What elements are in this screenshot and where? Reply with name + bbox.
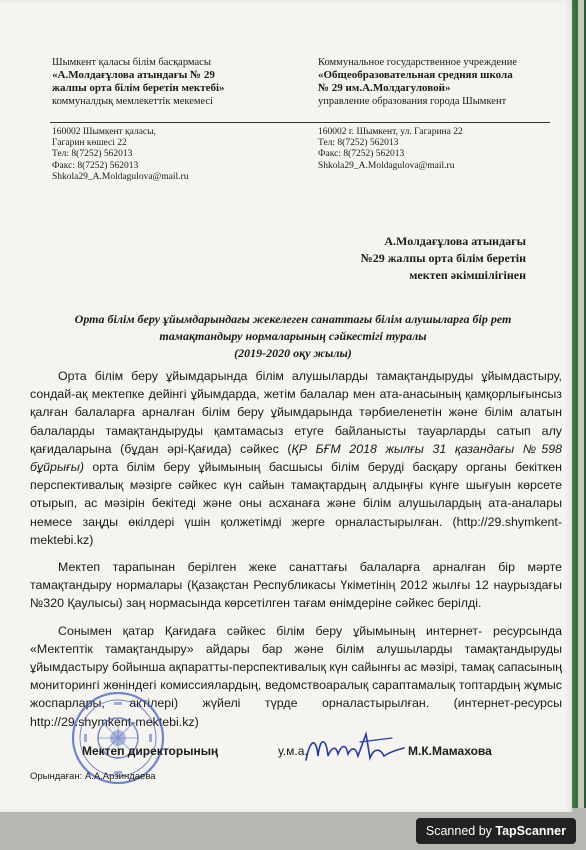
paragraph-2: Мектеп тарапынан берілген жеке санаттағы балаларға арналған бір мәрте тамақтандыру нормалары (Қазақстан Республикасы Үкіметінің 2012 жылғы 12 наурыздағы №320 Қаулысы) заң нормасында көрсетілген тағам өнімдеріне сәйкес берілді.: [30, 560, 562, 611]
signatory-title: Мектеп директорының: [82, 744, 219, 758]
header-right-line2: «Общеобразовательная средняя школа: [318, 69, 513, 81]
paragraph-3: Сонымен қатар Қағидаға сәйкес білім беру ұйымының интернет- ресурсында «Мектептік тамақтандыру» айдары бар және білім алушыларды тамақтандыруды ұйымдастыру бойынша ақпаратты-перспективалық күн сайынғы ас мәзірі, тамақ сапасының мониторингі жөніндегі комиссиялардың, ведомствоаралық сараптамалық топтардың жұмыс жоспарлары, актілері) жүйелі түрде орналастырылған. (интернет-ресурсы http://29.shymkent-mektebi.kz): [30, 623, 562, 729]
paragraph-1-part-b: орта білім беру ұйымының басшысы білім беруді басқару органы бекіткен перспективалық мәзірге сәйкес күн сайын тамақтардың алдыңғы күнге шығуын көрсете отырып, ас мәзірін бекітеді және оны асханаға және білім алушылардың ата-аналары немесе заңды өкілдері үшін қолжетімді жерге орналастырылған. (http://29.shymkent-mektebi.kz): [30, 460, 562, 547]
contact-right-line1: 160002 г. Шымкент, ул. Гагарина 22: [318, 127, 463, 137]
signatory-name: М.К.Мамахова: [408, 744, 492, 758]
contact-left-line2: Гагарин көшесі 22: [52, 138, 127, 149]
contact-right-line3: Факс: 8(7252) 562013: [318, 149, 405, 160]
contact-right-email: Shkola29_A.Moldagulova@mail.ru: [318, 160, 455, 171]
signature-row: [82, 738, 542, 768]
header-divider: [50, 122, 550, 123]
contact-left-email: Shkola29_A.Moldagulova@mail.ru: [52, 171, 189, 182]
addressee-line2: №29 жалпы орта білім беретін: [360, 251, 526, 265]
header-left-line3: жалпы орта білім беретін мектебі»: [52, 82, 225, 94]
header-left-line1: Шымкент қаласы білім басқармасы: [52, 57, 211, 68]
header-left-line2: «А.Молдағұлова атындағы № 29: [52, 69, 215, 81]
scanner-prefix: Scanned by: [425, 824, 496, 838]
signatory-abbreviation: у.м.а.: [278, 744, 308, 758]
contact-right-line2: Тел: 8(7252) 562013: [318, 138, 399, 149]
document-title: [30, 311, 556, 362]
title-line2: тамақтандыру нормаларының сәйкестігі туралы: [159, 329, 427, 343]
document-body: [30, 367, 562, 740]
paragraph-1-part-a: Орта білім беру ұйымдарында білім алушыларды тамақтандыруды ұйымдастыру, сондай-ақ мектепке дейінгі ұйымдарда, жетім балалар мен ата-анасының қамқорлығынсыз қалған балаларға арналған білім беру ұйымдарында тәрбиеленетін және білім алатын балаларды тамақтандыруды қамтамасыз етуге байланысты тауарларды сатып алу қағидаларына (бұдан әрі-Қағида) сәйкес (: [30, 369, 562, 456]
title-line1: Орта білім беру ұйымдарындағы жекелеген санаттағы білім алушыларға бір рет: [74, 312, 512, 326]
paragraph-1-italic-reference: ҚР БҒМ 2018 жылғы 31 қазандағы №598 бұйрығы): [30, 441, 562, 475]
header-right-russian: [318, 56, 568, 108]
addressee-block: [296, 233, 526, 284]
header-left-kazakh: [52, 56, 302, 108]
header-left-line4: коммуналдық мемлекеттік мекемесі: [52, 96, 214, 107]
header-right-line4: управление образования города Шымкент: [318, 96, 507, 107]
contact-left-line3: Тел: 8(7252) 562013: [52, 149, 133, 160]
header-right-line3: № 29 им.А.Молдагуловой»: [318, 82, 451, 94]
addressee-line1: А.Молдағұлова атындағы: [384, 234, 526, 248]
header-right-line1: Коммунальное государственное учреждение: [318, 57, 517, 68]
contact-left-line4: Факс: 8(7252) 562013: [52, 160, 139, 171]
addressee-line3: мектеп әкімшілігінен: [409, 268, 526, 282]
contact-left: [52, 127, 292, 183]
executor-note: Орындаған: А.А.Арзиндаева: [30, 771, 156, 782]
handwritten-signature: [300, 726, 410, 774]
title-line3: (2019-2020 оқу жылы): [234, 346, 352, 360]
adjacent-paper-edge: [578, 0, 584, 850]
scanner-brand: TapScanner: [495, 824, 566, 838]
contact-right: [318, 127, 558, 172]
scanner-watermark: [416, 818, 576, 844]
paragraph-1: [30, 367, 562, 549]
contact-left-line1: 160002 Шымкент қаласы,: [52, 127, 156, 137]
